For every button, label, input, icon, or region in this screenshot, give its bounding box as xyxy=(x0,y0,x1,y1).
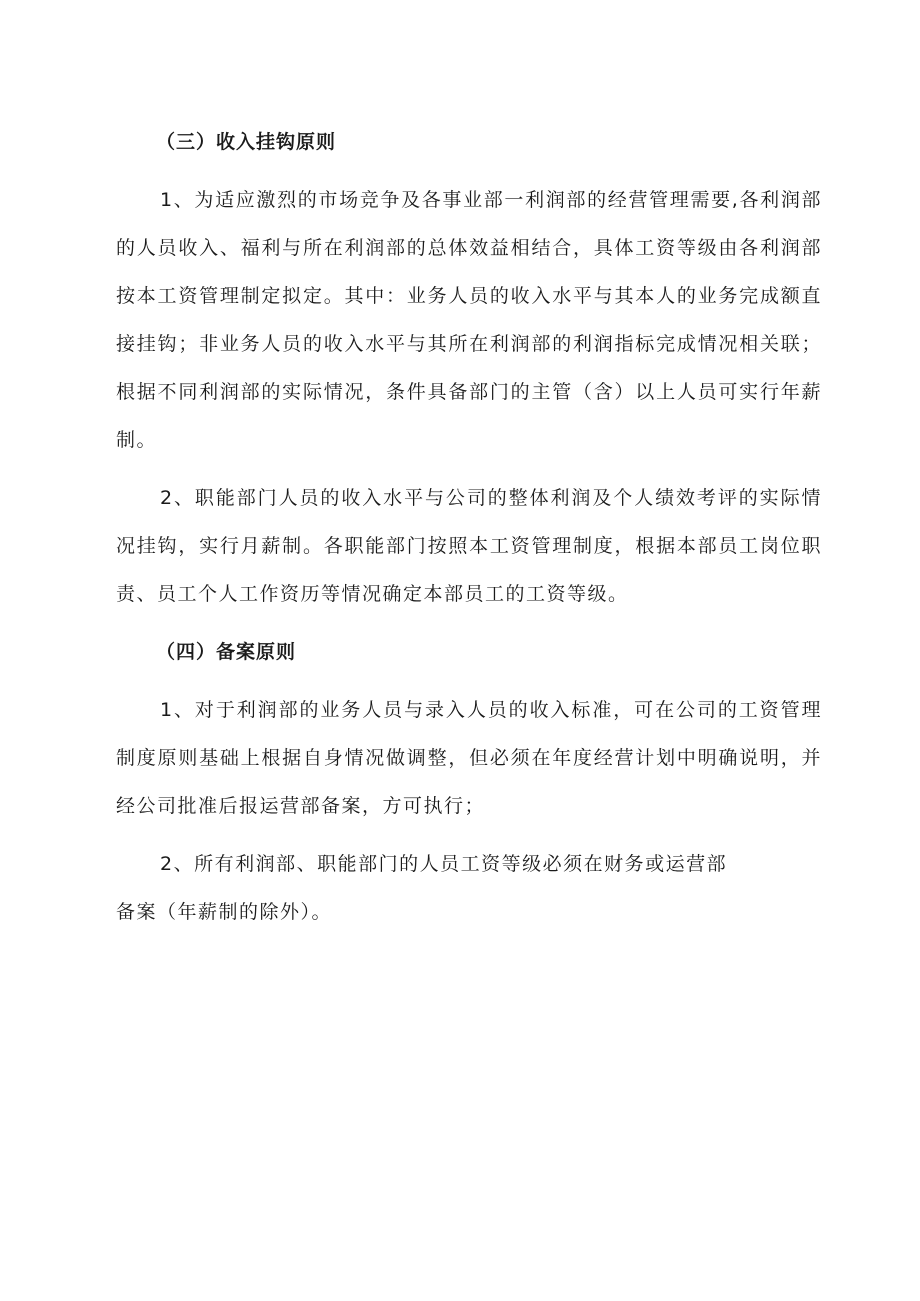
section-3-paragraph-2: 2、职能部门人员的收入水平与公司的整体利润及个人绩效考评的实际情况挂钩，实行月薪制。各职能部门按照本工资管理制度，根据本部员工岗位职责、员工个人工作资历等情况确定本部员工的工资等级。 xyxy=(116,487,822,605)
section-4-paragraph-1: 1、对于利润部的业务人员与录入人员的收入标准，可在公司的工资管理制度原则基础上根据自身情况做调整，但必须在年度经营计划中明确说明，并经公司批准后报运营部备案，方可执行； xyxy=(116,699,822,817)
section-3-paragraph-1: 1、为适应激烈的市场竞争及各事业部一利润部的经营管理需要,各利润部的人员收入、福利与所在利润部的总体效益相结合，具体工资等级由各利润部按本工资管理制定拟定。其中：业务人员的收入水平与其本人的业务完成额直接挂钩；非业务人员的收入水平与其所在利润部的利润指标完成情况相关联；根据不同利润部的实际情况，条件具备部门的主管（含）以上人员可实行年薪制。 xyxy=(116,189,822,451)
section-4-heading: （四）备案原则 xyxy=(156,641,297,663)
section-4-paragraph-2-line-2: 备案（年薪制的除外）。 xyxy=(116,901,333,923)
document-body xyxy=(116,118,822,936)
section-4-paragraph-2-line-1: 2、所有利润部、职能部门的人员工资等级必须在财务或运营部 xyxy=(160,853,728,875)
section-3-heading: （三）收入挂钩原则 xyxy=(156,131,337,153)
